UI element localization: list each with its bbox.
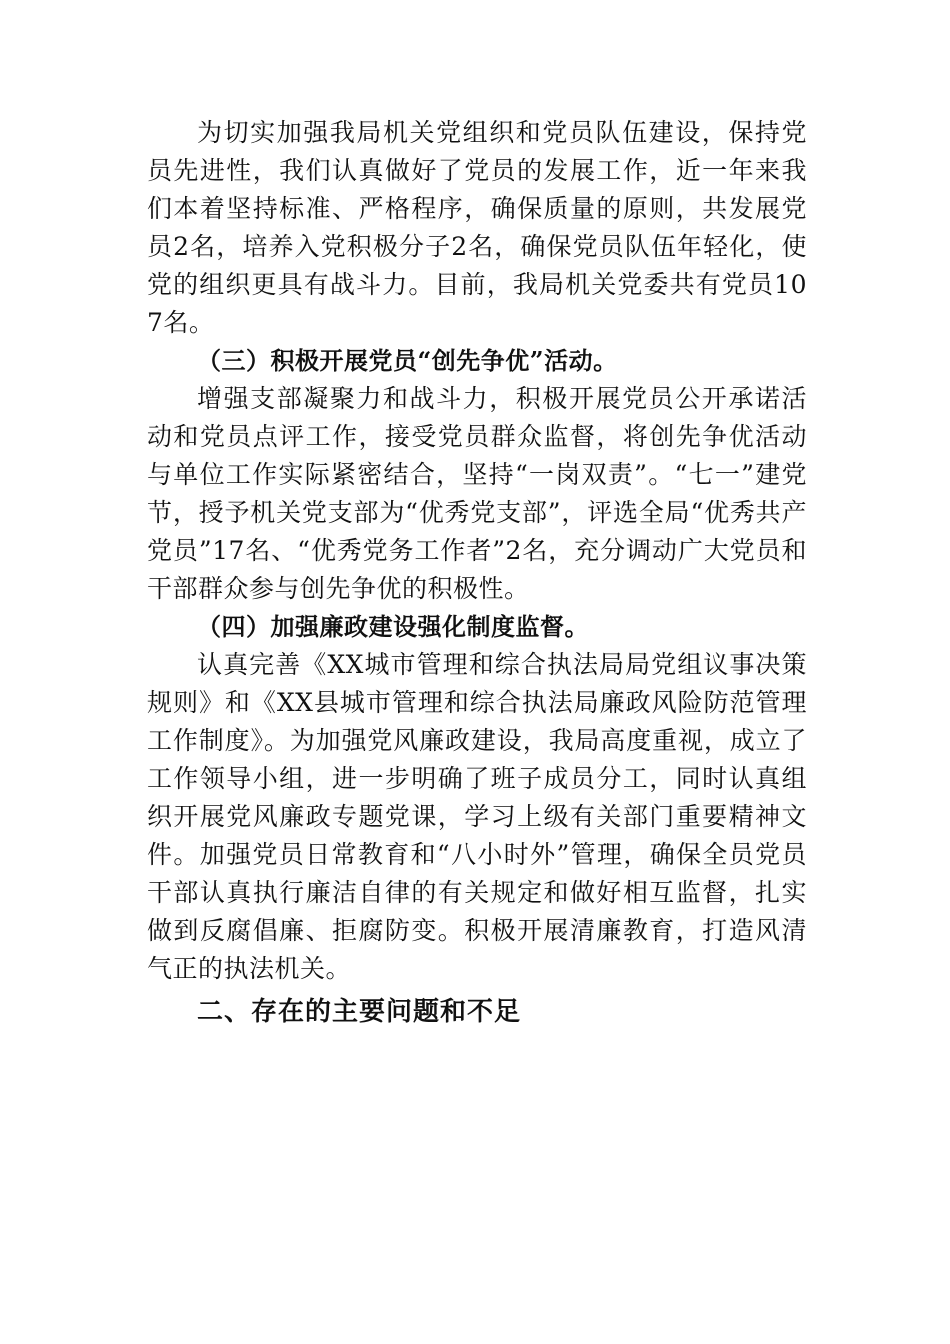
paragraph-party-development: 为切实加强我局机关党组织和党员队伍建设，保持党员先进性，我们认真做好了党员的发展工作，近一年来我们本着坚持标准、严格程序，确保质量的原则，共发展党员2名，培养入党积极分子2名，确保党员队伍年轻化，使党的组织更具有战斗力。目前，我局机关党委共有党员107名。: [147, 118, 807, 337]
document-page: [147, 114, 807, 1032]
section-heading-2: 二、存在的主要问题和不足: [197, 997, 522, 1027]
subheading-3: （三）积极开展党员“创先争优”活动。: [197, 346, 618, 375]
paragraph-integrity-building: 认真完善《XX城市管理和综合执法局局党组议事决策规则》和《XX县城市管理和综合执法局廉政风险防范管理工作制度》。为加强党风廉政建设，我局高度重视，成立了工作领导小组，进一步明确了班子成员分工，同时认真组织开展党风廉政专题党课，学习上级有关部门重要精神文件。加强党员日常教育和“八小时外”管理，确保全员党员干部认真执行廉洁自律的有关规定和做好相互监督，扎实做到反腐倡廉、拒腐防变。积极开展清廉教育，打造风清气正的执法机关。: [147, 650, 807, 983]
paragraph-excellence-activity: 增强支部凝聚力和战斗力，积极开展党员公开承诺活动和党员点评工作，接受党员群众监督，将创先争优活动与单位工作实际紧密结合，坚持“一岗双责”。“七一”建党节，授予机关党支部为“优秀党支部”，评选全局“优秀共产党员”17名、“优秀党务工作者”2名，充分调动广大党员和干部群众参与创先争优的积极性。: [147, 384, 807, 603]
subheading-4: （四）加强廉政建设强化制度监督。: [197, 612, 589, 641]
